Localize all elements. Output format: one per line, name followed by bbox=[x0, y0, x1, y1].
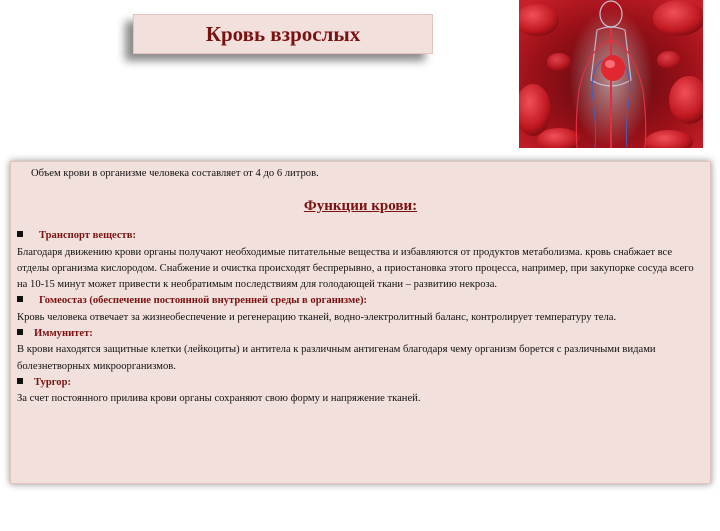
bullet-icon bbox=[17, 329, 23, 335]
bullet-icon bbox=[17, 378, 23, 384]
content-panel bbox=[10, 161, 711, 484]
section-heading: Транспорт веществ: bbox=[39, 230, 137, 242]
functions-title: Функции крови: bbox=[303, 198, 418, 215]
circulatory-system-icon bbox=[519, 0, 703, 148]
section-homeostasis bbox=[17, 293, 704, 326]
section-turgor bbox=[17, 375, 704, 408]
circulatory-system-image bbox=[519, 0, 703, 148]
section-heading: Иммунитет: bbox=[34, 328, 93, 340]
section-text: Кровь человека отвечает за жизнеобеспечение и регенерацию тканей, водно-электролитный баланс, контролирует температуру тела. bbox=[17, 311, 617, 323]
section-transport bbox=[17, 228, 704, 293]
section-text: За счет постоянного прилива крови органы сохраняют свою форму и напряжение тканей. bbox=[17, 393, 421, 405]
title-banner bbox=[133, 14, 433, 54]
section-heading: Гомеостаз (обеспечение постоянной внутренней среды в организме): bbox=[39, 295, 367, 307]
page-title: Кровь взрослых bbox=[205, 21, 361, 46]
section-immunity bbox=[17, 326, 704, 375]
bullet-icon bbox=[17, 296, 23, 302]
section-text: Благодаря движению крови органы получают необходимые питательные вещества и избавляются от продуктов метаболизма. кровь снабжает все отделы организма кислородом. Снабжение и очистка происходят беспрерывно, а приостановка этого процесса, например, при закупорке сосуда всего на 10-15 минут может привести к необратимым последствиям для голодающей ткани – развитию некроза. bbox=[17, 246, 694, 291]
section-heading: Тургор: bbox=[34, 376, 71, 388]
blood-volume-text: Объем крови в организме человека составляет от 4 до 6 литров. bbox=[31, 168, 319, 179]
section-text: В крови находятся защитные клетки (лейкоциты) и антитела к различным антигенам благодаря чему организм борется с различными видами болезнетворных микроорганизмов. bbox=[17, 344, 656, 372]
bullet-icon bbox=[17, 231, 23, 237]
